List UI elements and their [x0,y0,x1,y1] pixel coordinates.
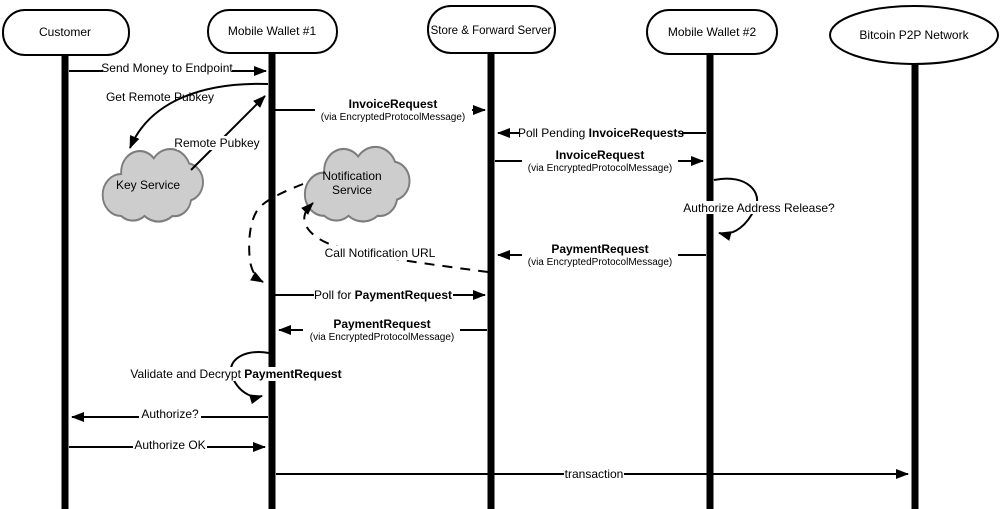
message-payment-request-2 [279,317,487,343]
actor-mobile-wallet-1 [208,10,337,53]
message-invoice-request-1 [275,97,485,123]
message-payment-request-1-sublabel: (via EncryptedProtocolMessage) [527,257,673,268]
actor-store-forward-server [428,6,555,53]
actor-customer-label: Customer [38,25,92,39]
message-validate-decrypt [130,352,341,397]
message-invoice-request-2-label: InvoiceRequest [555,148,645,162]
lifeline-mobile-wallet-1 [269,52,276,509]
message-transaction [276,467,908,481]
key-service-cloud [103,149,203,222]
actor-customer [3,10,129,55]
message-notify-wallet-1-line [249,184,303,282]
actor-bitcoin-p2p-network-label: Bitcoin P2P Network [859,28,969,42]
message-invoice-request-1-sublabel: (via EncryptedProtocolMessage) [320,112,466,123]
message-poll-pending-label: Poll Pending InvoiceRequests [517,126,685,140]
lifeline-store-forward-server [488,52,495,509]
message-transaction-label: transaction [564,467,624,481]
message-poll-pending-invoice-requests [498,126,706,140]
message-remote-pubkey-label: Remote Pubkey [174,136,260,150]
message-authorize [72,407,268,421]
message-payment-request-2-sublabel: (via EncryptedProtocolMessage) [309,332,455,343]
message-send-money-label: Send Money to Endpoint [101,61,233,75]
notification-service-label-line1: Notification [322,169,382,183]
message-invoice-request-2 [495,148,703,174]
message-poll-for-payment-request [275,288,485,302]
message-payment-request-2-label: PaymentRequest [333,317,431,331]
message-authorize-ok-label: Authorize OK [134,438,206,452]
message-call-notification-url-label: Call Notification URL [324,246,436,260]
actor-bitcoin-p2p-network [830,6,998,64]
message-payment-request-1 [498,242,706,268]
actor-mobile-wallet-1-label: Mobile Wallet #1 [227,24,317,38]
lifeline-bitcoin-p2p [912,62,919,509]
message-poll-for-payment-request-label: Poll for PaymentRequest [313,288,453,302]
actor-store-forward-server-label: Store & Forward Server [430,25,552,37]
message-authorize-address-release-label: Authorize Address Release? [683,201,835,215]
notification-service-label-line2: Service [331,183,373,197]
message-payment-request-1-label: PaymentRequest [551,242,649,256]
lifeline-mobile-wallet-2 [707,53,714,509]
message-invoice-request-2-sublabel: (via EncryptedProtocolMessage) [527,163,673,174]
message-invoice-request-1-label: InvoiceRequest [348,97,438,111]
message-notify-wallet-1 [249,184,303,282]
message-authorize-label: Authorize? [141,407,199,421]
lifeline-customer [62,54,69,509]
message-send-money [69,60,266,75]
message-remote-pubkey-line [191,96,265,170]
notification-service-cloud [305,147,410,222]
message-authorize-address-release [683,179,835,234]
actor-mobile-wallet-2 [647,10,777,54]
key-service-label: Key Service [115,178,181,192]
actor-mobile-wallet-2-label: Mobile Wallet #2 [667,25,757,39]
message-validate-decrypt-label: Validate and Decrypt PaymentRequest [130,367,342,381]
message-get-remote-pubkey-label: Get Remote Pubkey [105,90,215,104]
message-authorize-ok [69,438,265,452]
